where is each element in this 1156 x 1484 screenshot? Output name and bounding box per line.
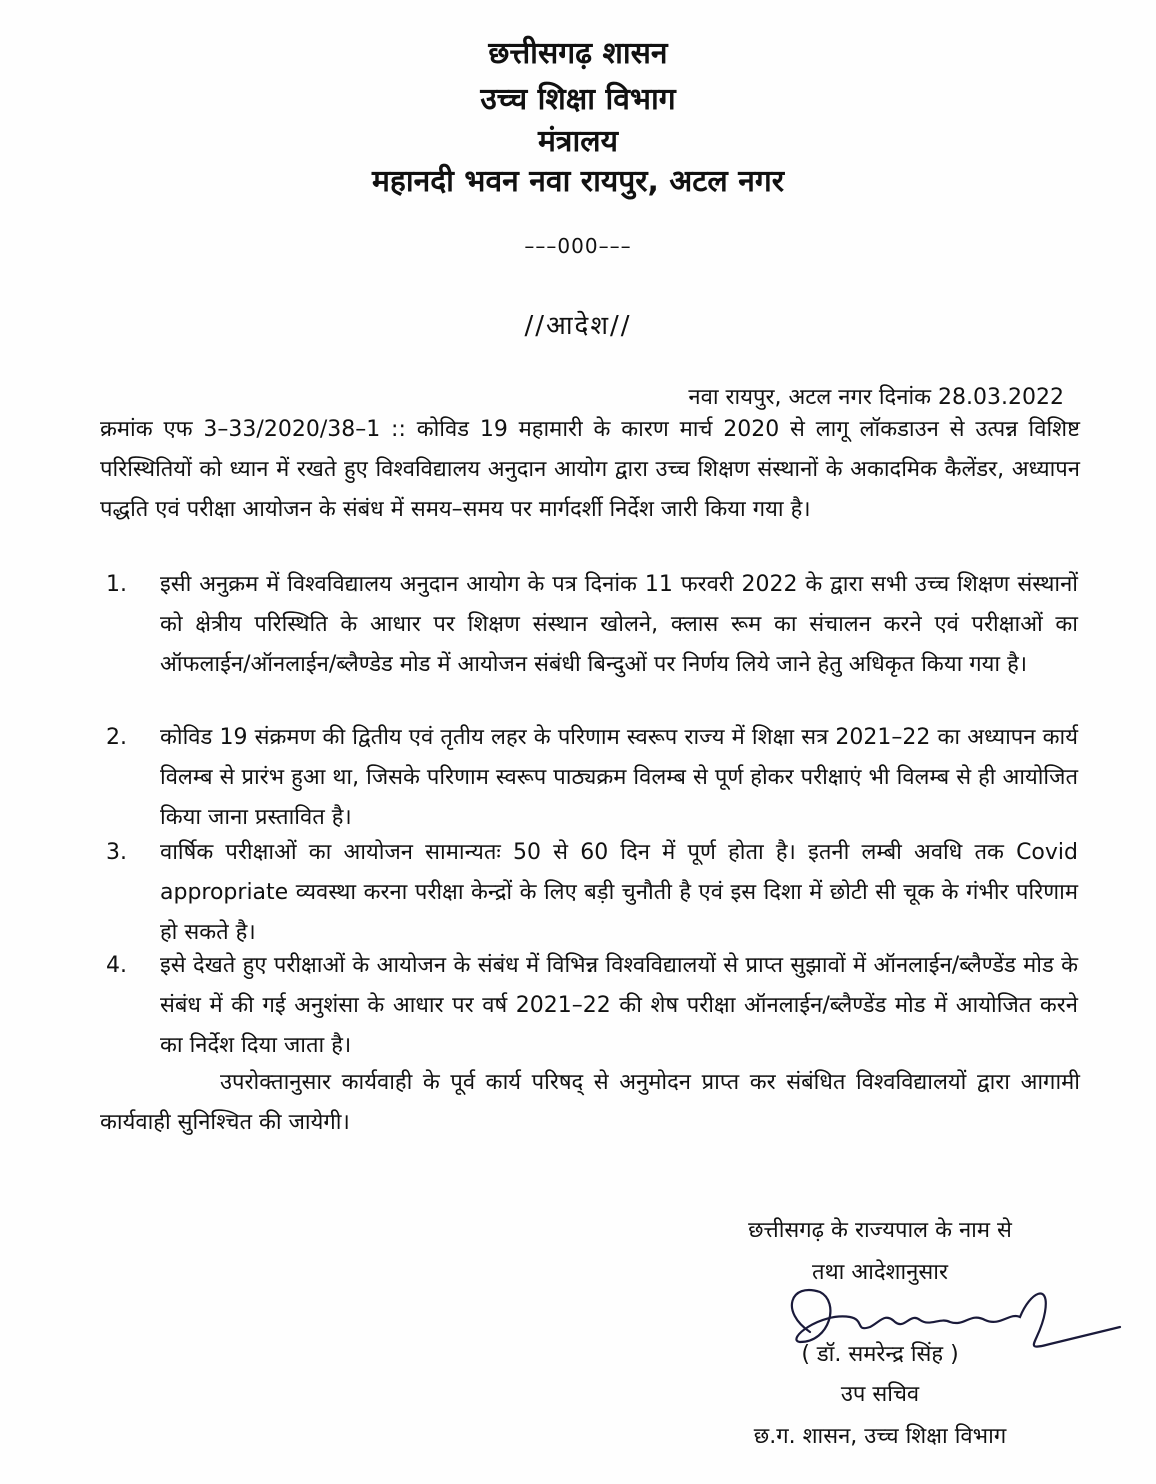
header-government: छत्तीसगढ़ शासन — [488, 36, 668, 71]
closing-paragraph: उपरोक्तानुसार कार्यवाही के पूर्व कार्य परिषद् से अनुमोदन प्राप्त कर संबंधित विश्वविद्यालयों द्वारा आगामी कार्यवाही सुनिश्चित की जायेगी। — [100, 1070, 1080, 1135]
item-number: 2. — [106, 725, 127, 750]
dateline: नवा रायपुर, अटल नगर दिनांक 28.03.2022 — [688, 385, 1064, 410]
intro-paragraph: क्रमांक एफ 3–33/2020/38–1 :: कोविड 19 महामारी के कारण मार्च 2020 से लागू लॉकडाउन से उत्पन्न विशिष्ट परिस्थितियों को ध्यान में रखते हुए विश्वविद्यालय अनुदान आयोग द्वारा उच्च शिक्षण संस्थानों के अकादमिक कैलेंडर, अध्यापन पद्धति एवं परीक्षा आयोजन के संबंध में समय–समय पर मार्गदर्शी निर्देश जारी किया गया है। — [100, 417, 1080, 522]
separator: –––000––– — [524, 234, 632, 258]
header-department: उच्च शिक्षा विभाग — [480, 82, 676, 117]
item-text: वार्षिक परीक्षाओं का आयोजन सामान्यतः 50 से 60 दिन में पूर्ण होता है। इतनी लम्बी अवधि तक Covid appropriate व्यवस्था करना परीक्षा केन्द्रों के लिए बड़ी चुनौती है एवं इस दिशा में छोटी सी चूक के गंभीर परिणाम हो सकते है। — [160, 840, 1078, 945]
item-number: 1. — [106, 572, 127, 597]
header-ministry: मंत्रालय — [537, 124, 618, 159]
item-number: 3. — [106, 840, 127, 865]
header-address: महानदी भवन नवा रायपुर, अटल नगर — [371, 164, 785, 199]
signatory-department: छ.ग. शासन, उच्च शिक्षा विभाग — [753, 1424, 1007, 1449]
signatory-name: ( डॉ. समरेन्द्र सिंह ) — [801, 1342, 959, 1367]
item-text: कोविड 19 संक्रमण की द्वितीय एवं तृतीय लहर के परिणाम स्वरूप राज्य में शिक्षा सत्र 2021–22 का अध्यापन कार्य विलम्ब से प्रारंभ हुआ था, जिसके परिणाम स्वरूप पाठ्यक्रम विलम्ब से पूर्ण होकर परीक्षाएं भी विलम्ब से ही आयोजित किया जाना प्रस्तावित है। — [160, 725, 1078, 830]
item-text: इसे देखते हुए परीक्षाओं के आयोजन के संबंध में विभिन्न विश्वविद्यालयों से प्राप्त सुझावों में ऑनलाईन/ब्लैण्डेंड मोड के संबंध में की गई अनुशंसा के आधार पर वर्ष 2021–22 की शेष परीक्षा ऑनलाईन/ब्लैण्डेंड मोड में आयोजित करने का निर्देश दिया जाता है। — [160, 953, 1078, 1058]
order-title: //आदेश// — [524, 311, 632, 341]
signature-authority-line1: छत्तीसगढ़ के राज्यपाल के नाम से — [748, 1218, 1012, 1243]
item-number: 4. — [106, 953, 127, 978]
signatory-designation: उप सचिव — [840, 1382, 920, 1407]
item-text: इसी अनुक्रम में विश्वविद्यालय अनुदान आयोग के पत्र दिनांक 11 फरवरी 2022 के द्वारा सभी उच्च शिक्षण संस्थानों को क्षेत्रीय परिस्थिति के आधार पर शिक्षण संस्थान खोलने, क्लास रूम का संचालन करने एवं परीक्षाओं का ऑफलाईन/ऑनलाईन/ब्लैण्डेड मोड में आयोजन संबंधी बिन्दुओं पर निर्णय लिये जाने हेतु अधिकृत किया गया है। — [160, 572, 1078, 677]
signature-authority-line2: तथा आदेशानुसार — [812, 1260, 948, 1285]
